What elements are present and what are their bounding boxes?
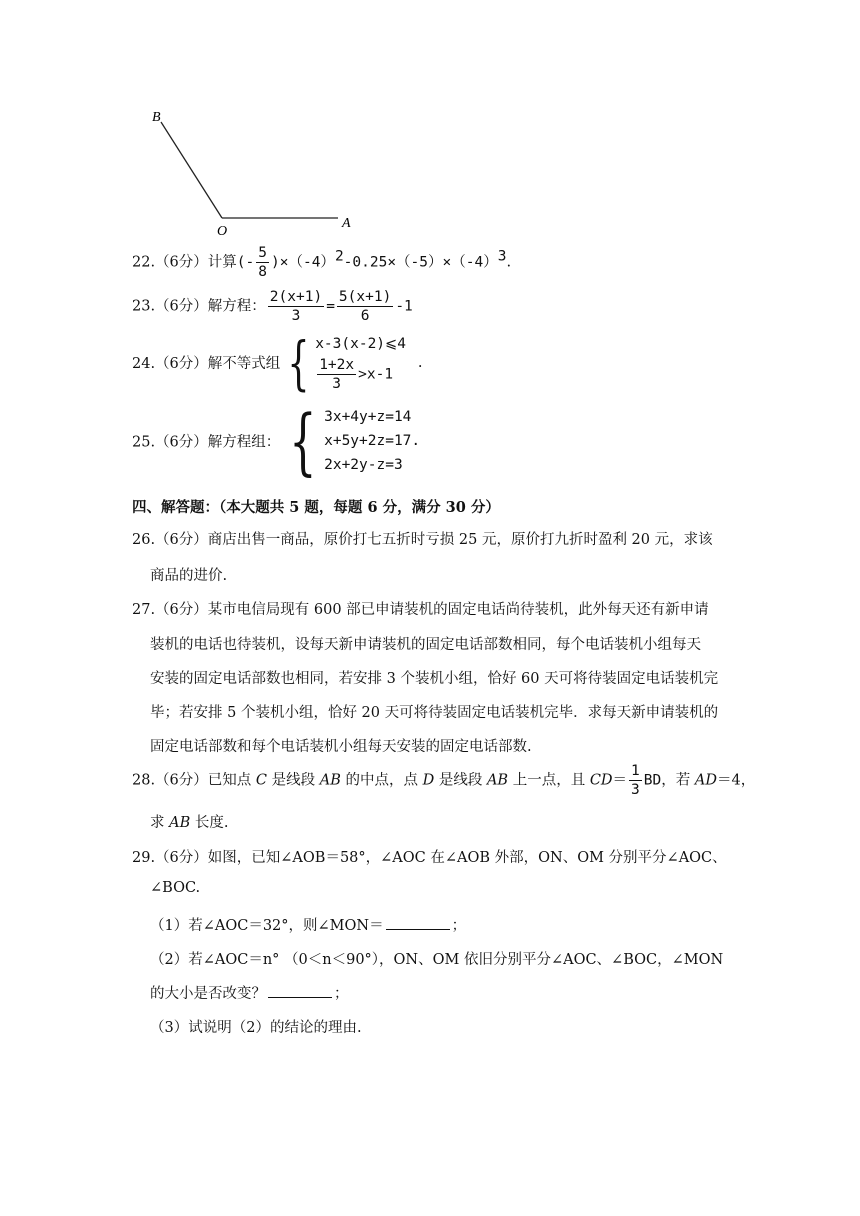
question-28-line1: 28.（6分）已知点 C 是线段 AB 的中点，点 D 是线段 AB 上一点，且 CD＝ $\frac{1}{3}$ BD，若 AD＝4，: [132, 763, 756, 798]
question-29-line2: ∠BOC.: [150, 880, 201, 896]
question-22: 22.（6分）计算(- $\frac{5}{8}$ )$\times(-4)^2-0.25\times(-5)\times(-4)^3$.: [132, 245, 512, 280]
question-27-line5: 固定电话部数和每个电话装机小组每天安装的固定电话部数.: [150, 739, 532, 755]
question-26-line2: 商品的进价.: [150, 568, 228, 584]
question-25: 25.（6分）解方程组： { 3x+4y+z=14 x+5y+2z=17. 2x+2y-z=3: [132, 399, 421, 483]
fraction-left: $\frac{2(x+1)}{3}$: [269, 289, 323, 324]
question-27-line4: 毕；若安排 5 个装机小组，恰好 20 天可将待装固定电话装机完毕．求每天新申请装机的: [150, 705, 719, 721]
equation-system: 3x+4y+z=14 x+5y+2z=17. 2x+2y-z=3: [324, 409, 421, 473]
question-29-part2-line2: 的大小是否改变？ ；: [150, 982, 349, 1003]
question-27-line3: 安装的固定电话部数也相同，若安排 3 个装机小组，恰好 60 天可将待装固定电话装机完: [150, 671, 719, 687]
question-27-line1: 27.（6分）某市电信局现有 600 部已申请装机的固定电话尚待装机，此外每天还有新申请: [132, 602, 709, 618]
fraction-right: $\frac{5(x+1)}{6}$: [338, 289, 392, 324]
label-b: B: [152, 110, 161, 125]
label-o: O: [217, 224, 228, 239]
question-29-part3: （3）试说明（2）的结论的理由.: [150, 1020, 362, 1036]
fraction-1-3: $\frac{1}{3}$: [631, 763, 640, 798]
question-26-line1: 26.（6分）商店出售一商品，原价打七五折时亏损 25 元，原价打九折时盈利 20 元，求该: [132, 532, 713, 548]
question-24: 24.（6分）解不等式组 { x-3(x-2)⩽4 $\frac{1+2x}{3}$ >x-1 .: [132, 328, 423, 397]
ray-ob: [161, 122, 222, 218]
question-29-line1: 29.（6分）如图，已知∠AOB＝58°，∠AOC 在∠AOB 外部，ON、OM 分别平分∠AOC、: [132, 850, 727, 866]
question-29-part1: （1）若∠AOC＝32°，则∠MON＝ ；: [150, 914, 466, 935]
question-28-line2: 求 AB 长度.: [150, 815, 229, 831]
answer-blank-2[interactable]: [268, 983, 332, 998]
angle-aob-diagram: [140, 100, 370, 240]
answer-blank-1[interactable]: [386, 915, 450, 930]
question-23: 23.（6分）解方程： $\frac{2(x+1)}{3}$ = $\frac{5(x+1)}{6}$ -1: [132, 289, 413, 324]
angle-figure: [140, 100, 370, 240]
inequality-system: x-3(x-2)⩽4 $\frac{1+2x}{3}$ >x-1: [315, 336, 406, 392]
question-27-line2: 装机的电话也待装机，设每天新申请装机的固定电话部数相同，每个电话装机小组每天: [150, 637, 701, 653]
section-4-title: 四、解答题：（本大题共 5 题，每题 6 分，满分 30 分）: [132, 499, 500, 516]
question-29-part2: （2）若∠AOC＝n° （0＜n＜90°），ON、OM 依旧分别平分∠AOC、∠BOC，∠MON: [150, 952, 724, 968]
fraction-5-8: $\frac{5}{8}$: [258, 245, 267, 280]
label-a: A: [342, 216, 351, 231]
